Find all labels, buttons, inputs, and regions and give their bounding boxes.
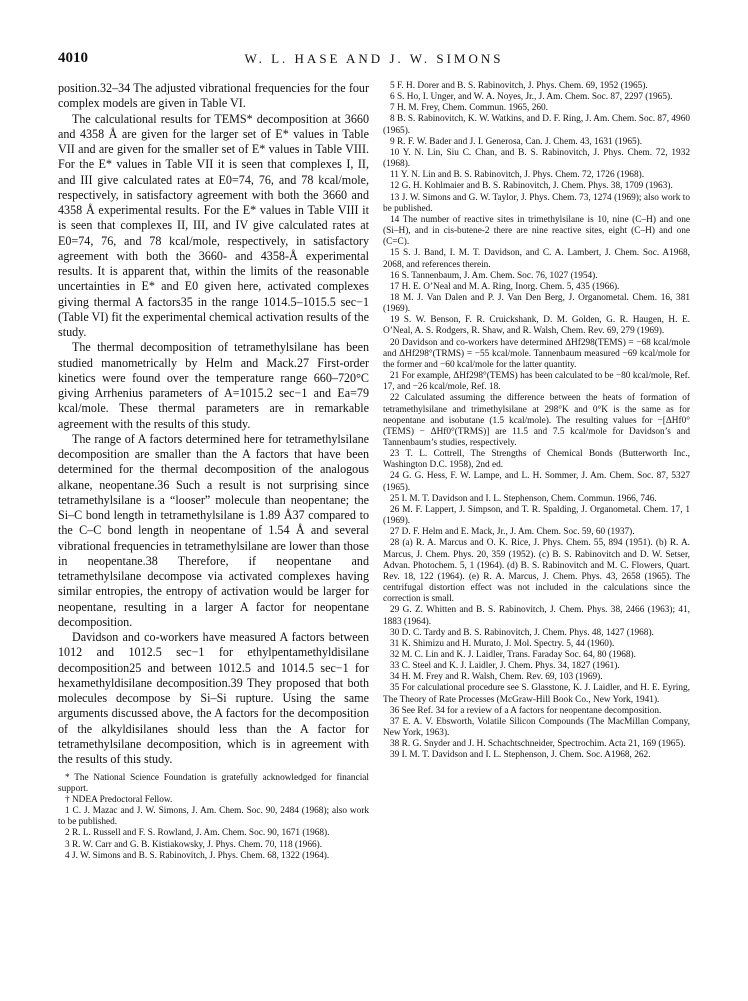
footnotes — [58, 773, 369, 861]
reference: 26 M. F. Lappert, J. Simpson, and T. R. Spalding, J. Organometal. Chem. 17, 1 (1969). — [383, 504, 690, 527]
reference: 9 R. F. W. Bader and J. I. Generosa, Can. J. Chem. 43, 1631 (1965). — [390, 136, 643, 147]
footnote: † NDEA Predoctoral Fellow. — [65, 795, 173, 806]
reference: 11 Y. N. Lin and B. S. Rabinovitch, J. Phys. Chem. 72, 1726 (1968). — [390, 170, 645, 181]
reference: 23 T. L. Cottrell, The Strengths of Chemical Bonds (Butterworth Inc., Washington D.C. 1958), 2nd ed. — [383, 449, 690, 471]
left-column — [58, 81, 369, 862]
reference: 7 H. M. Frey, Chem. Commun. 1965, 260. — [390, 103, 548, 114]
reference: 32 M. C. Lin and K. J. Laidler, Trans. Faraday Soc. 64, 80 (1968). — [390, 649, 636, 660]
reference: 15 S. J. Band, I. M. T. Davidson, and C. A. Lambert, J. Chem. Soc. A1968, 2068, and references therein. — [383, 248, 690, 270]
page-header — [58, 50, 690, 70]
footnote: 4 J. W. Simons and B. S. Rabinovitch, J. Phys. Chem. 68, 1322 (1964). — [65, 850, 330, 861]
reference: 20 Davidson and co-workers have determined ΔHf298(TEMS) = −68 kcal/mole and ΔHf298°(TRMS) = −55 kcal/mole. Tannenbaum measured −69 kcal/mole for the former and −60 kcal/mole for the latter quantity. — [383, 337, 690, 370]
reference: 29 G. Z. Whitten and B. S. Rabinovitch, J. Chem. Phys. 38, 2466 (1963); 41, 1883 (1964). — [383, 605, 690, 627]
reference: 28 (a) R. A. Marcus and O. K. Rice, J. Phys. Chem. 55, 894 (1951). (b) R. A. Marcus, J. Chem. Phys. 20, 359 (1952). (c) B. S. Rabinovitch and D. W. Setser, Advan. Photochem. 5, 1 (1964). (d) B. S. Rabinovitch and M. C. Flowers, Quart. Rev. 18, 122 (1964). (e) R. A. Marcus, J. Chem. Phys. 43, 2658 (1965). The centrifugal distortion effect was not included in the calculations since the correction is small. — [383, 538, 690, 605]
reference: 12 G. H. Kohlmaier and B. S. Rabinovitch, J. Chem. Phys. 38, 1709 (1963). — [390, 181, 673, 192]
reference: 22 Calculated assuming the difference between the heats of formation of tetramethylsilane and trimethylsilane at 298°K and 0°K is the same as for neopentane and isobutane (1.5 kcal/mole). The resulting values for −[ΔHf0°(TEMS) − ΔHf0°(TRMS)] are 11.5 and 7.5 kcal/mole for Davidson’s and Tannenbaum’s studies, respectively. — [383, 393, 690, 448]
reference: 14 The number of reactive sites in trimethylsilane is 10, nine (C–H) and one (Si–H), and in cis-butene-2 there are nine reactive sites, eight (C–H) and one (C=C). — [383, 214, 690, 248]
reference: 33 C. Steel and K. J. Laidler, J. Chem. Phys. 34, 1827 (1961). — [390, 661, 620, 672]
footnote: 1 C. J. Mazac and J. W. Simons, J. Am. Chem. Soc. 90, 2484 (1968); also work to be published. — [58, 806, 369, 828]
reference: 27 D. F. Helm and E. Mack, Jr., J. Am. Chem. Soc. 59, 60 (1937). — [390, 527, 635, 538]
reference: 5 F. H. Dorer and B. S. Rabinovitch, J. Phys. Chem. 69, 1952 (1965). — [390, 81, 648, 91]
body-paragraph: Davidson and co-workers have measured A factors between 1012 and 1012.5 sec−1 for ethylpentamethyldisilane decomposition25 and between 1012.5 and 1014.5 sec−1 for hexamethyldisilane decomposition.39 They proposed that both molecules decompose by Si–Si rupture. Using the same arguments discussed above, the A factors for the decomposition of the alkyldisilanes should less than the A factor for tetramethylsilane decomposition, which is in agreement with the results of this study. — [58, 630, 369, 766]
footnote: 3 R. W. Carr and G. B. Kistiakowsky, J. Phys. Chem. 70, 118 (1966). — [65, 839, 323, 850]
reference: 8 B. S. Rabinovitch, K. W. Watkins, and D. F. Ring, J. Am. Chem. Soc. 87, 4960 (1965). — [383, 114, 690, 136]
reference: 10 Y. N. Lin, Siu C. Chan, and B. S. Rabinovitch, J. Phys. Chem. 72, 1932 (1968). — [383, 147, 690, 170]
reference: 30 D. C. Tardy and B. S. Rabinovitch, J. Chem. Phys. 48, 1427 (1968). — [390, 627, 654, 638]
reference: 35 For calculational procedure see S. Glasstone, K. J. Laidler, and H. E. Eyring, The Theory of Rate Processes (McGraw-Hill Book Co., New York, 1941). — [383, 683, 690, 705]
reference: 24 G. G. Hess, F. W. Lampe, and L. H. Sommer, J. Am. Chem. Soc. 87, 5327 (1965). — [383, 471, 690, 493]
footnote: 2 R. L. Russell and F. S. Rowland, J. Am. Chem. Soc. 90, 1671 (1968). — [65, 828, 330, 839]
running-head: W. L. HASE AND J. W. SIMONS — [244, 51, 504, 66]
reference: 21 For example, ΔHf298°(TEMS) has been calculated to be −80 kcal/mole, Ref. 17, and −26 kcal/mole, Ref. 18. — [383, 371, 690, 393]
reference: 13 J. W. Simons and G. W. Taylor, J. Phys. Chem. 73, 1274 (1969); also work to be published. — [383, 192, 690, 214]
reference: 34 H. M. Frey and R. Walsh, Chem. Rev. 69, 103 (1969). — [390, 672, 603, 683]
body-paragraph: The thermal decomposition of tetramethylsilane has been studied manometrically by Helm and Mack.27 First-order kinetics were found over the temperature range 660–720°C giving Arrhenius parameters of A=1015.2 sec−1 and Ea=79 kcal/mole. These thermal parameters are in remarkable agreement with the results of this study. — [58, 340, 369, 431]
page-number: 4010 — [58, 50, 88, 66]
reference: 39 I. M. T. Davidson and I. L. Stephenson, J. Chem. Soc. A1968, 262. — [390, 750, 651, 761]
body-paragraph: position.32–34 The adjusted vibrational frequencies for the four complex models are given in Table VI. — [58, 81, 369, 111]
body-paragraph: The range of A factors determined here for tetramethylsilane decomposition are smaller than the A factors that have been determined for the thermal decomposition of the analogous alkane, neopentane.36 Such a result is not surprising since tetramethylsilane is a “looser” molecule than neopentane; the Si–C bond length in tetramethylsilane is 1.89 Å37 compared to the C–C bond length in neopentane of 1.54 Å and several vibrational frequencies in tetramethylsilane are lower than those in neopentane.38 Therefore, if neopentane and tetramethylsilane decompose via activated complexes having similar entropies, the entropy of activation would be larger for neopentane, resulting in a larger A factor for neopentane decomposition. — [58, 431, 369, 629]
reference: 37 E. A. V. Ebsworth, Volatile Silicon Compounds (The MacMillan Company, New York, 1963). — [383, 716, 690, 739]
reference: 16 S. Tannenbaum, J. Am. Chem. Soc. 76, 1027 (1954). — [390, 270, 598, 281]
reference: 6 S. Ho, I. Unger, and W. A. Noyes, Jr., J. Am. Chem. Soc. 87, 2297 (1965). — [390, 92, 673, 103]
reference: 25 I. M. T. Davidson and I. L. Stephenson, Chem. Commun. 1966, 746. — [390, 493, 657, 504]
footnote: * The National Science Foundation is gratefully acknowledged for financial support. — [58, 773, 369, 795]
reference: 17 H. E. O’Neal and M. A. Ring, Inorg. Chem. 5, 435 (1966). — [390, 281, 620, 292]
reference: 38 R. G. Snyder and J. H. Schachtschneider, Spectrochim. Acta 21, 169 (1965). — [390, 739, 686, 750]
reference: 31 K. Shimizu and H. Murato, J. Mol. Spectry. 5, 44 (1960). — [390, 638, 615, 649]
reference: 36 See Ref. 34 for a review of a A factors for neopentane decomposition. — [390, 705, 662, 716]
reference: 18 M. J. Van Dalen and P. J. Van Den Berg, J. Organometal. Chem. 16, 381 (1969). — [383, 292, 690, 315]
body-paragraph: The calculational results for TEMS* decomposition at 3660 and 4358 Å are given for the larger set of E* values in Table VII and are given for the smaller set of E* values in Table VIII. For the E* values in Table VII it is seen that complexes I, II, and III give calculated rates at E0=74, 76, and 78 kcal/mole, respectively, in satisfactory agreement with both the 3660 and 4358 Å experimental results. For the E* values in Table VIII it is seen that complexes II, III, and IV give calculated rates at E0=74, 76, and 78 kcal/mole, respectively, in satisfactory agreement with both the 3660- and 4358-Å experimental results. It is apparent that, within the limits of the reasonable uncertainties in E* and E0 given here, activated complexes giving thermal A factors35 in the range 1014.5–1015.5 sec−1 (Table VI) fit the experimental chemical activation results of the study. — [58, 111, 369, 339]
right-column-references — [383, 81, 690, 762]
reference: 19 S. W. Benson, F. R. Cruickshank, D. M. Golden, G. R. Haugen, H. E. O’Neal, A. S. Rodgers, R. Shaw, and R. Walsh, Chem. Rev. 69, 279 (1969). — [383, 315, 690, 337]
